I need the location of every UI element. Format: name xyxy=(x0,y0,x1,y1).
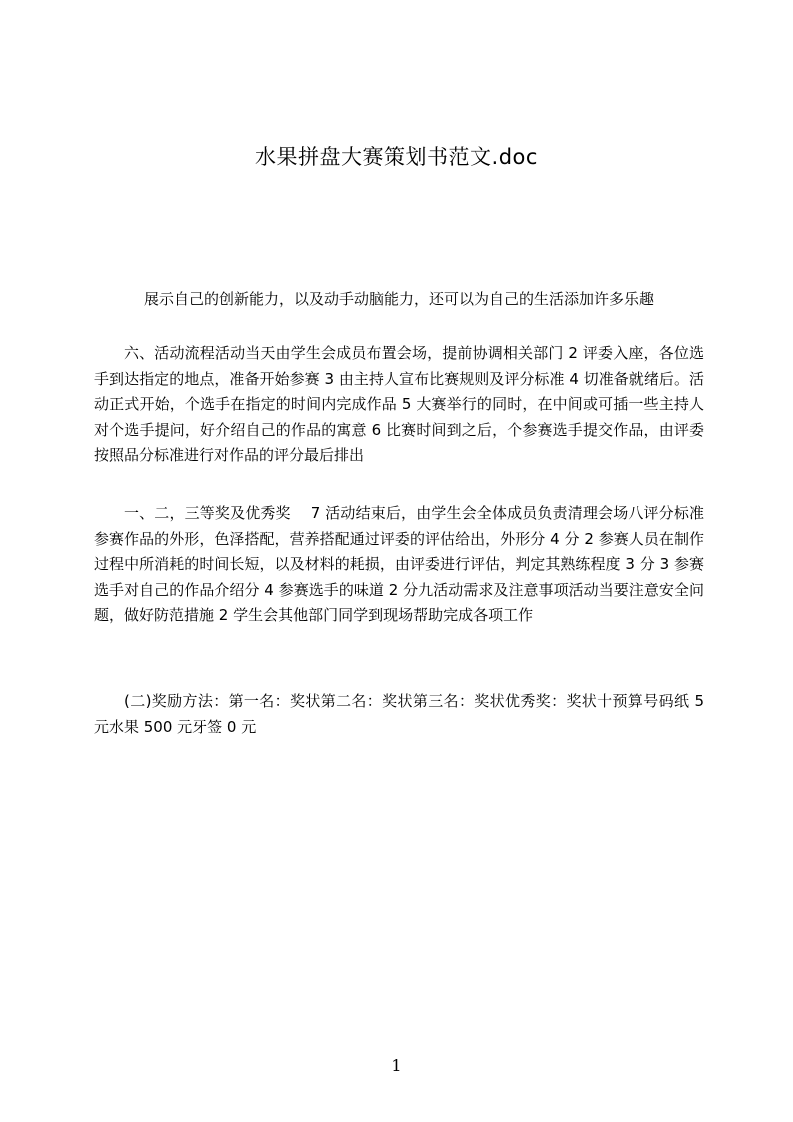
body-paragraph-activity-flow: 六、活动流程活动当天由学生会成员布置会场，提前协调相关部门 2 评委入座，各位选手到达指定的地点，准备开始参赛 3 由主持人宣布比赛规则及评分标准 4 切准备就绪后。活动正式开始，个选手在指定的时间内完成作品 5 大赛举行的同时，在中间或可插一些主持人对个选手提问，好介绍自己的作品的寓意 6 比赛时间到之后，个参赛选手提交作品，由评委按照品分标准进行对作品的评分最后排出 xyxy=(94,344,704,464)
document-title: 水果拼盘大赛策划书范文.doc xyxy=(255,145,538,169)
body-paragraph-awards-budget: (二)奖励方法：第一名：奖状第二名：奖状第三名：奖状优秀奖：奖状十预算号码纸 5 元水果 500 元牙签 0 元 xyxy=(94,692,704,736)
body-paragraph-scoring: 一、二，三等奖及优秀奖 7 活动结束后，由学生会全体成员负责清理会场八评分标准参赛作品的外形，色泽搭配，营养搭配通过评委的评估给出，外形分 4 分 2 参赛人员在制作过程中所消耗的时间长短，以及材料的耗损，由评委进行评估，判定其熟练程度 3 分 3 参赛选手对自己的作品介绍分 4 参赛选手的味道 2 分九活动需求及注意事项活动当要注意安全问题，做好防范措施 2 学生会其他部门同学到现场帮助完成各项工作 xyxy=(94,504,704,624)
page-number: 1 xyxy=(391,1056,402,1075)
intro-paragraph: 展示自己的创新能力，以及动手动脑能力，还可以为自己的生活添加许多乐趣 xyxy=(143,290,654,308)
